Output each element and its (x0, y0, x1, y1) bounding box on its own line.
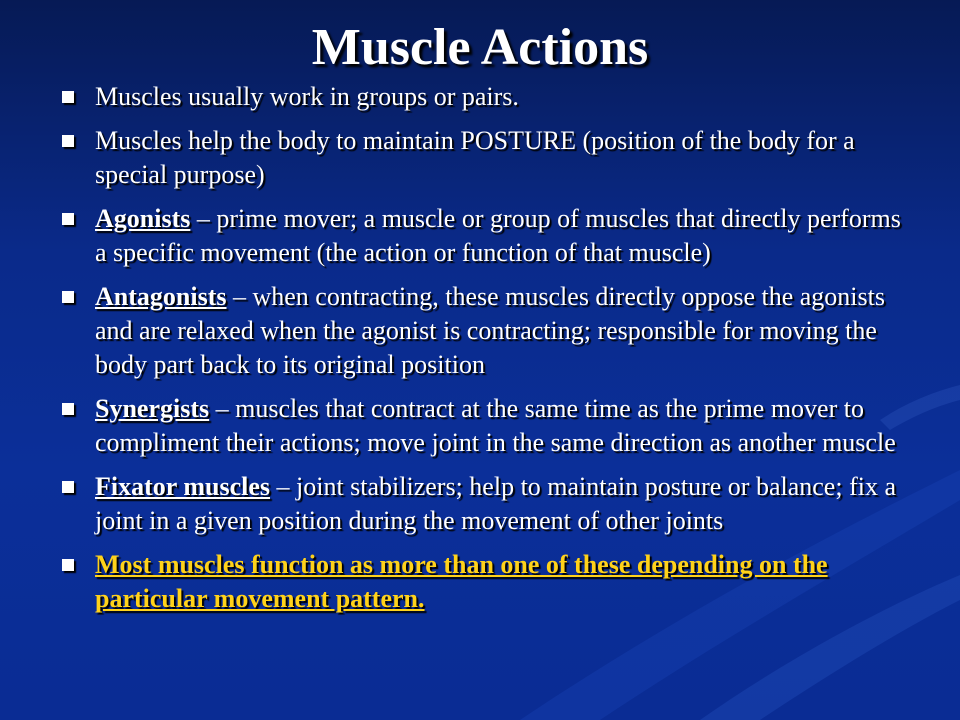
bullet-term: Fixator muscles (95, 472, 270, 501)
bullet-text: – when contracting, these muscles directly oppose the agonists and are relaxed when the agonist is contracting; responsible for moving the body part back to its original position (95, 282, 885, 379)
bullet-text: Muscles help the body to maintain POSTURE (position of the body for a special purpose) (95, 126, 855, 189)
square-bullet-icon (62, 135, 74, 147)
bullet-item (58, 124, 918, 192)
bullet-term: Synergists (95, 394, 210, 423)
square-bullet-icon (62, 559, 74, 571)
bullet-list (58, 80, 918, 626)
bullet-text: – muscles that contract at the same time as the prime mover to compliment their actions; move joint in the same direction as another muscle (95, 394, 896, 457)
bullet-term: Antagonists (95, 282, 227, 311)
square-bullet-icon (62, 213, 74, 225)
bullet-term: Agonists (95, 204, 191, 233)
square-bullet-icon (62, 291, 74, 303)
square-bullet-icon (62, 91, 74, 103)
bullet-item (58, 280, 918, 382)
square-bullet-icon (62, 403, 74, 415)
slide-title: Muscle Actions (311, 19, 649, 76)
highlight-text: Most muscles function as more than one of these depending on the particular movement pattern. (95, 550, 828, 613)
bullet-item (58, 470, 918, 538)
bullet-text: – joint stabilizers; help to maintain posture or balance; fix a joint in a given position during the movement of other joints (95, 472, 896, 535)
bullet-text: Muscles usually work in groups or pairs. (95, 82, 519, 111)
bullet-text: – prime mover; a muscle or group of muscles that directly performs a specific movement (the action or function of that muscle) (95, 204, 901, 267)
bullet-item-highlight (58, 548, 918, 616)
bullet-item (58, 80, 918, 114)
bullet-item (58, 392, 918, 460)
square-bullet-icon (62, 481, 74, 493)
bullet-item (58, 202, 918, 270)
